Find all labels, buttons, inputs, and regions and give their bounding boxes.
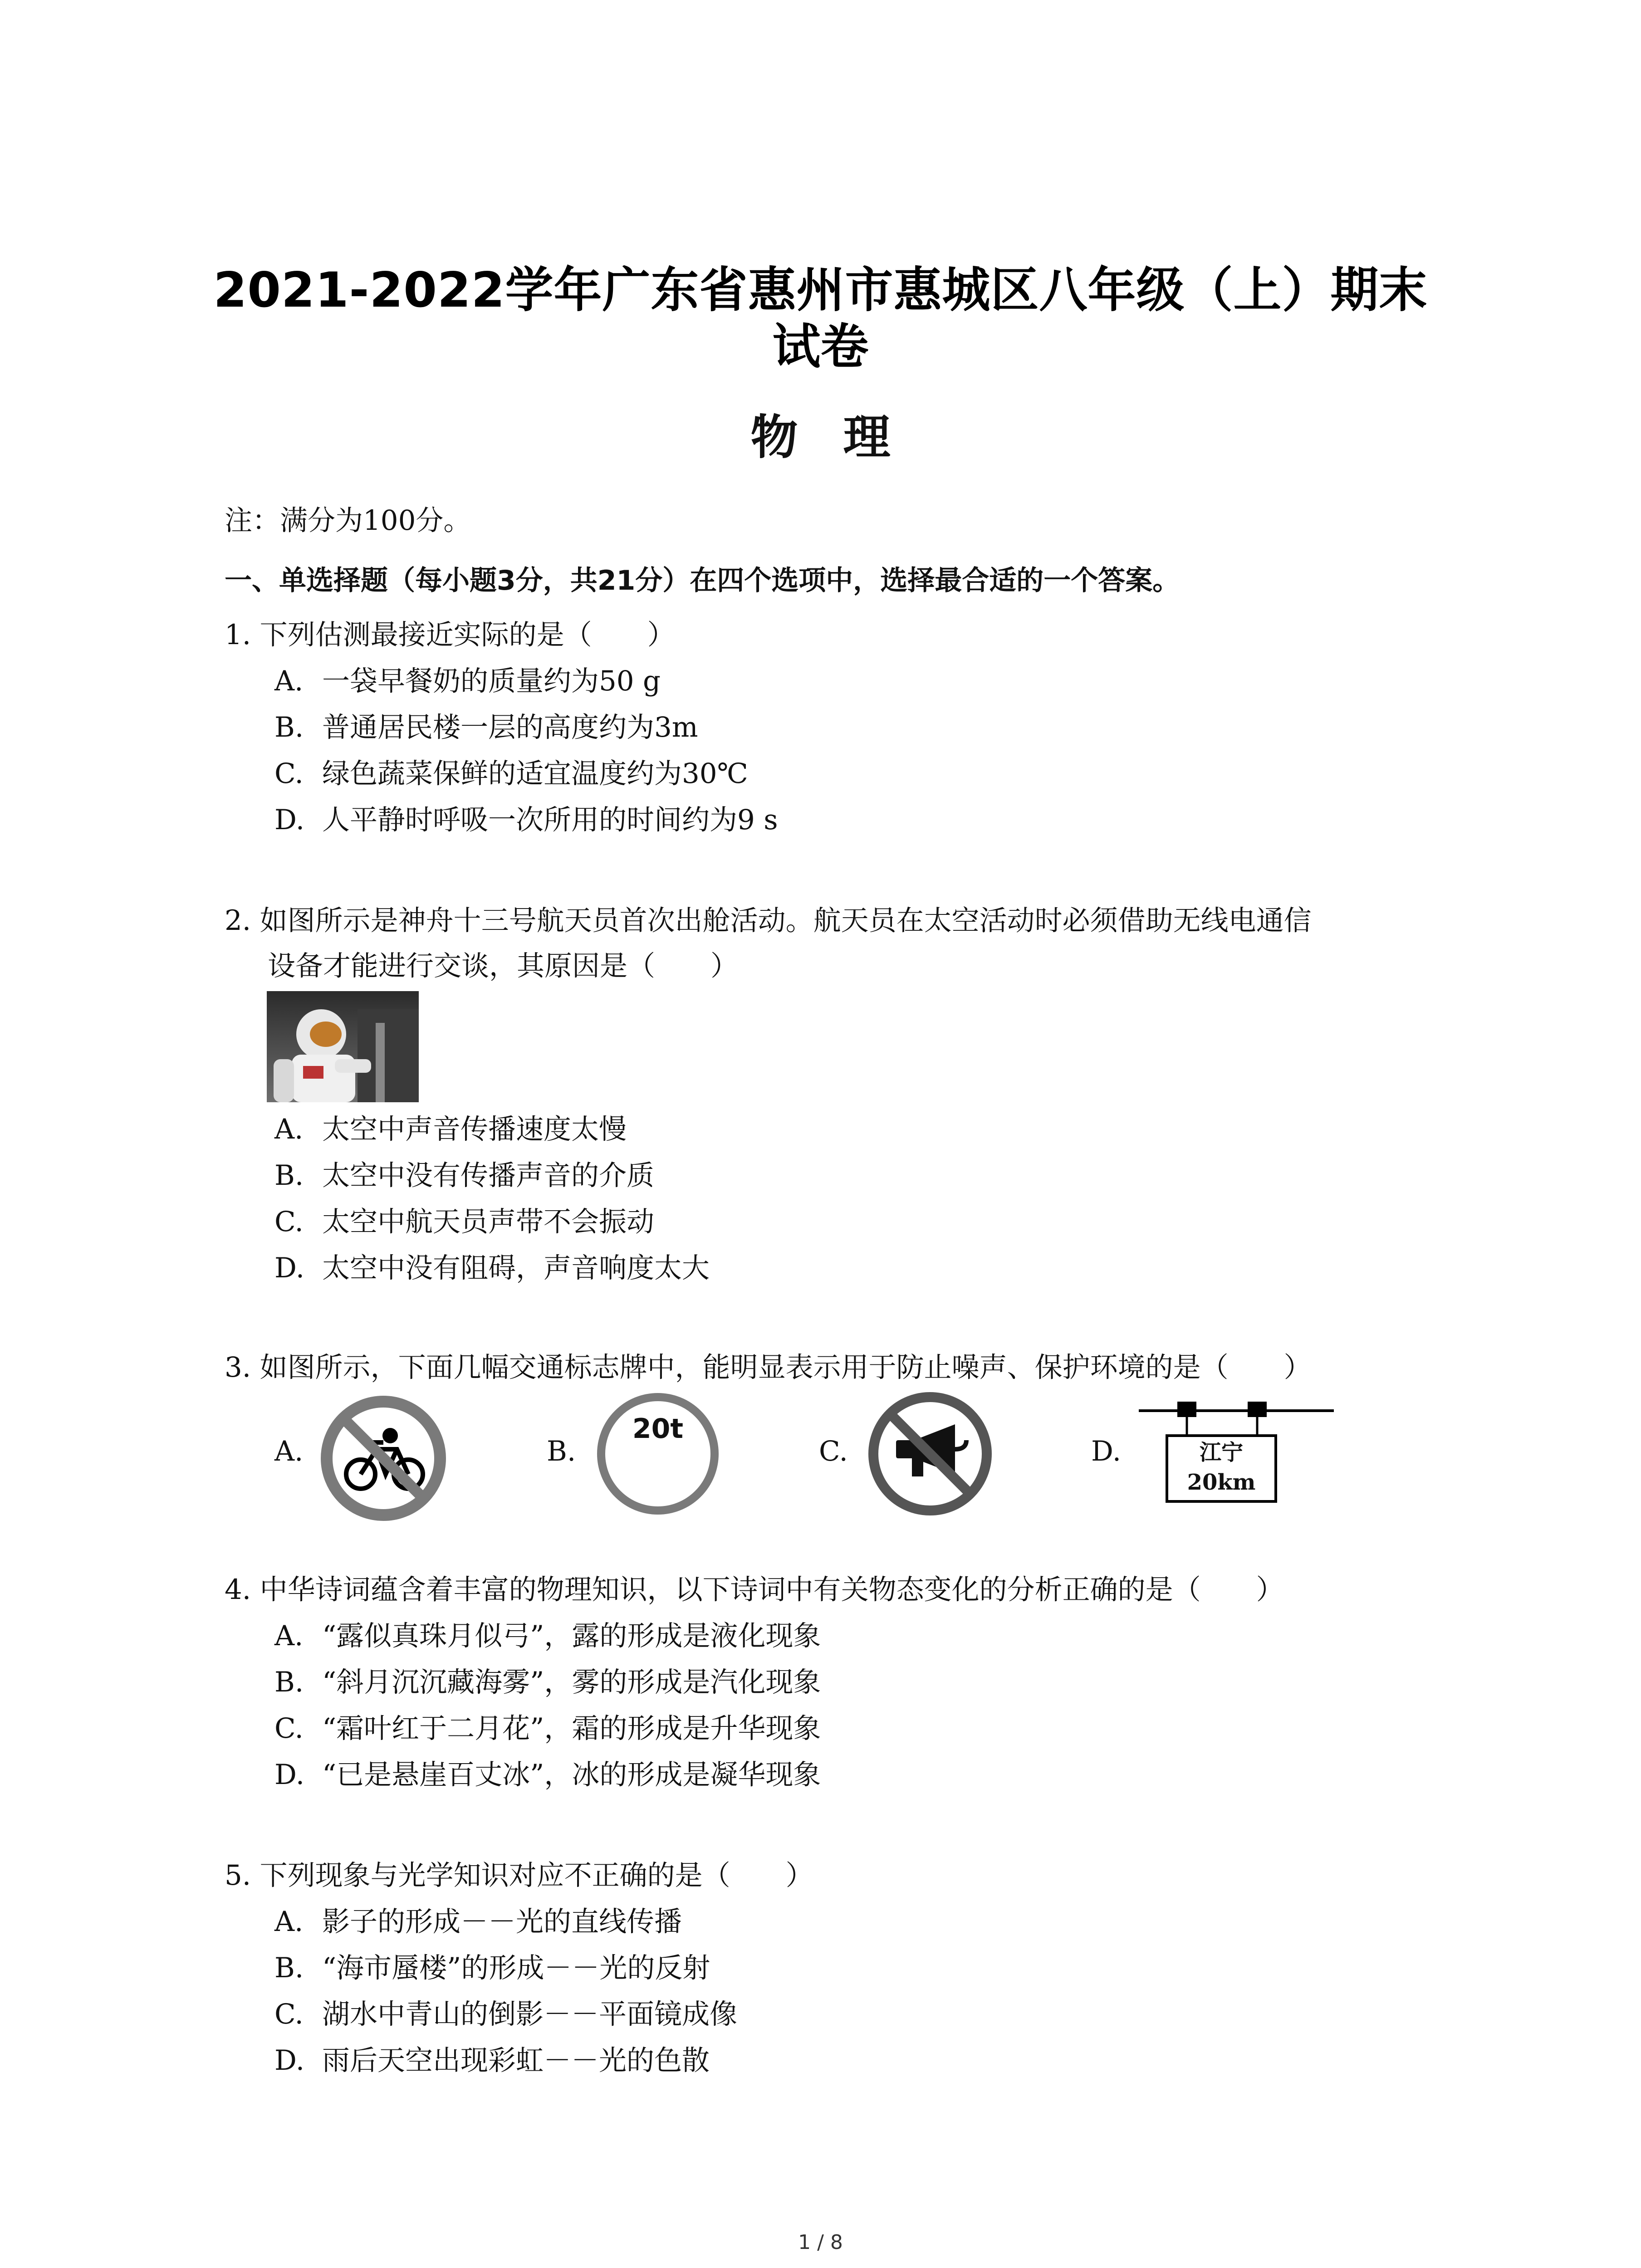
option-text: 雨后天空出现彩虹－－光的色散 [322, 2044, 710, 2077]
exam-title-line2: 试卷 [772, 319, 869, 375]
q3-label-b: B. [547, 1435, 576, 1467]
option-text: “霜叶红于二月花”，霜的形成是升华现象 [322, 1712, 821, 1745]
option-text: 太空中没有阻碍，声音响度太大 [322, 1252, 710, 1284]
q1-option-c [274, 756, 748, 792]
option-letter: C. [274, 1712, 304, 1745]
option-text: 湖水中青山的倒影－－平面镜成像 [322, 1998, 738, 2030]
option-text: 绿色蔬菜保鲜的适宜温度约为30℃ [322, 758, 748, 790]
option-text: “斜月沉沉藏海雾”，雾的形成是汽化现象 [322, 1666, 821, 1698]
q5-option-d [274, 2043, 710, 2079]
no-bicycle-sign-icon [318, 1393, 449, 1524]
q2-option-a [274, 1111, 627, 1148]
q4-option-a [274, 1618, 821, 1654]
q1-option-d [274, 802, 778, 838]
q5-option-a [274, 1904, 682, 1940]
q5-option-b [274, 1950, 710, 1986]
page-number: 1 / 8 [798, 2231, 843, 2254]
q5-option-c [274, 1996, 737, 2033]
question-1-stem: 1. 下列估测最接近实际的是（ ） [225, 619, 675, 651]
q4-option-c [274, 1711, 821, 1747]
question-2-stem-line1: 2. 如图所示是神舟十三号航天员首次出舱活动。航天员在太空活动时必须借助无线电通信 [225, 904, 1312, 937]
q1-option-a [274, 663, 661, 699]
option-text: 人平静时呼吸一次所用的时间约为9 s [322, 804, 778, 836]
option-letter: D. [274, 2044, 305, 2077]
q3-label-d: D. [1091, 1435, 1122, 1467]
q4-option-b [274, 1664, 821, 1701]
option-letter: B. [274, 1952, 304, 1984]
option-text: 太空中声音传播速度太慢 [322, 1113, 627, 1145]
q1-option-b [274, 709, 698, 746]
q2-option-d [274, 1250, 710, 1286]
q3-label-c: C. [819, 1435, 848, 1467]
option-text: 太空中航天员声带不会振动 [322, 1206, 655, 1238]
question-4-stem: 4. 中华诗词蕴含着丰富的物理知识，以下诗词中有关物态变化的分析正确的是（ ） [225, 1574, 1284, 1606]
option-letter: D. [274, 804, 305, 836]
exam-title-line1: 2021-2022学年广东省惠州市惠城区八年级（上）期末 [213, 262, 1428, 318]
option-letter: A. [274, 1906, 304, 1938]
option-letter: A. [274, 1620, 304, 1652]
option-letter: C. [274, 1206, 304, 1238]
distance-sign-distance: 20km [1187, 1470, 1256, 1495]
subject-heading: 物理 [750, 410, 936, 465]
option-text: 影子的形成－－光的直线传播 [322, 1906, 682, 1938]
score-note: 注：满分为100分。 [225, 504, 471, 537]
option-letter: B. [274, 711, 304, 743]
no-honking-sign-icon [864, 1388, 996, 1520]
option-text: “露似真珠月似弓”，露的形成是液化现象 [322, 1620, 821, 1652]
astronaut-illustration [267, 991, 419, 1102]
question-2-stem-line2: 设备才能进行交谈，其原因是（ ） [268, 950, 739, 982]
weight-limit-sign-icon [592, 1388, 724, 1520]
question-5-stem: 5. 下列现象与光学知识对应不正确的是（ ） [225, 1859, 813, 1892]
option-text: 普通居民楼一层的高度约为3m [322, 711, 698, 743]
weight-limit-text: 20t [632, 1413, 684, 1445]
option-text: 一袋早餐奶的质量约为50 g [322, 665, 661, 697]
section-heading: 一、单选择题（每小题3分，共21分）在四个选项中，选择最合适的一个答案。 [225, 565, 1180, 596]
distance-sign-place: 江宁 [1199, 1440, 1243, 1465]
option-letter: C. [274, 1998, 304, 2030]
option-letter: D. [274, 1759, 305, 1791]
option-letter: D. [274, 1252, 305, 1284]
option-letter: C. [274, 758, 304, 790]
option-text: 太空中没有传播声音的介质 [322, 1159, 655, 1192]
option-text: “已是悬崖百丈冰”，冰的形成是凝华现象 [322, 1759, 821, 1791]
option-letter: B. [274, 1666, 304, 1698]
q3-label-a: A. [274, 1435, 304, 1467]
q4-option-d [274, 1757, 821, 1793]
option-letter: B. [274, 1159, 304, 1192]
astronaut-photo [267, 991, 419, 1102]
q2-option-b [274, 1158, 654, 1194]
question-3-stem: 3. 如图所示，下面几幅交通标志牌中，能明显表示用于防止噪声、保护环境的是（ ） [225, 1351, 1312, 1383]
option-text: “海市蜃楼”的形成－－光的反射 [322, 1952, 710, 1984]
option-letter: A. [274, 1113, 304, 1145]
option-letter: A. [274, 665, 304, 697]
q2-option-c [274, 1204, 654, 1240]
